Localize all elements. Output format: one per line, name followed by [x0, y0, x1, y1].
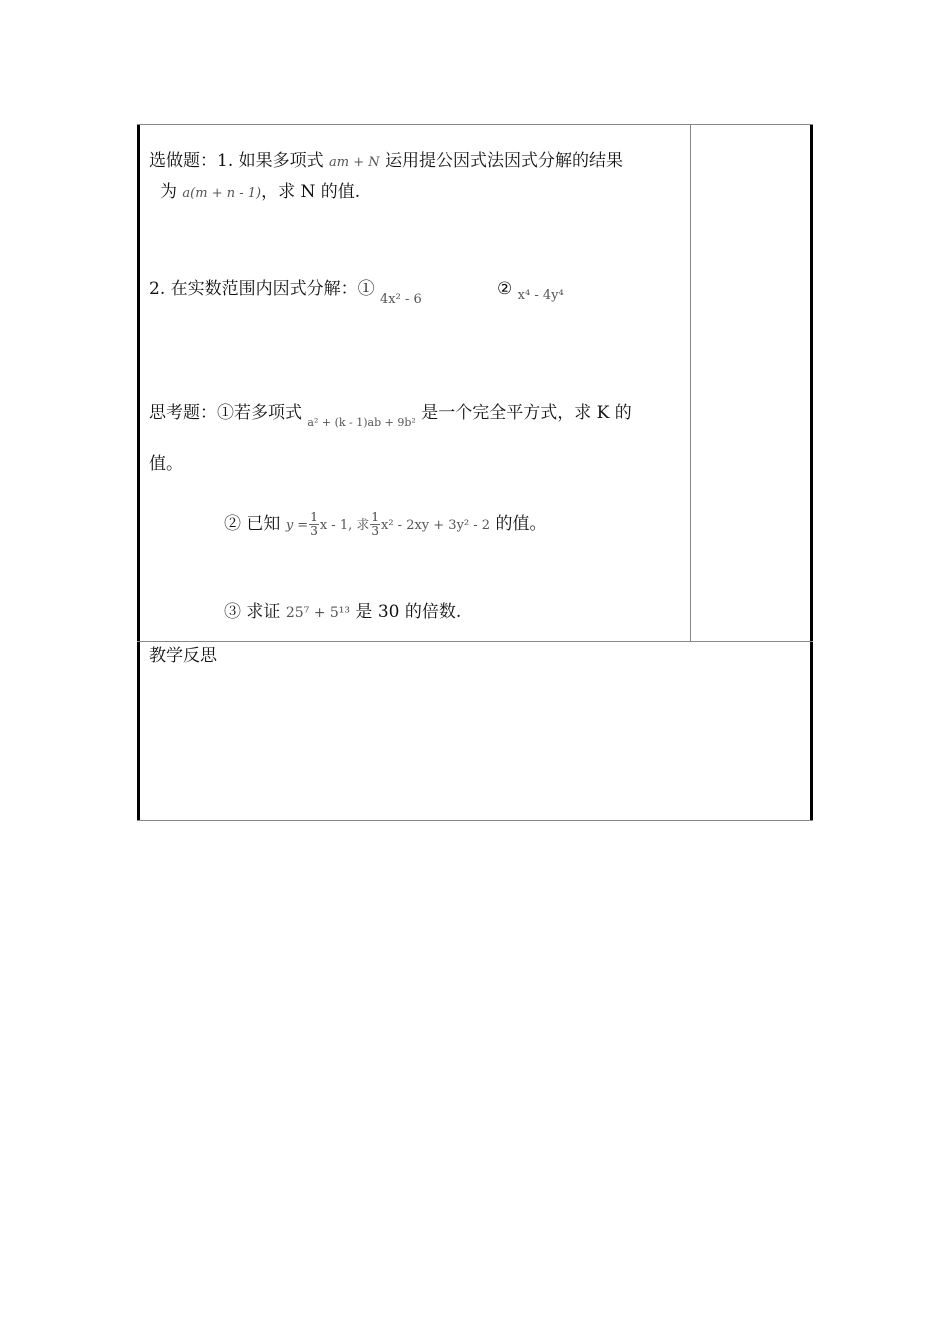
table-border-right [810, 124, 813, 821]
table-border-left [137, 124, 140, 821]
fraction-one-third-a [309, 511, 319, 538]
thinking-q1-text2: 值。 [149, 454, 183, 474]
thinking-label: 思考题：①若多项式 [149, 403, 302, 423]
thinking-q1-expr: a² + (k - 1)ab + 9b² [307, 416, 416, 429]
fraction-one-third-b [370, 511, 380, 538]
optional-q1-expr2: a(m + n - 1) [182, 186, 262, 201]
optional-q2-mark2: ② [497, 279, 513, 299]
thinking-q1-text1: 是一个完全平方式，求 K 的 [421, 403, 632, 423]
thinking-q2-label: ② 已知 [224, 514, 281, 534]
worksheet-table [137, 124, 813, 821]
optional-q1-line1 [149, 151, 623, 173]
thinking-q2-expr-a: y = [285, 518, 309, 533]
thinking-q1-line1 [149, 403, 632, 433]
optional-q2-expr2: x⁴ - 4y⁴ [517, 288, 564, 303]
thinking-q1-line2 [149, 454, 183, 474]
table-divider-vertical [690, 124, 691, 642]
thinking-q3-expr: 25⁷ + 5¹³ [285, 605, 351, 621]
thinking-q2-tail: 的值。 [495, 514, 547, 534]
thinking-q2-expr-c: x² - 2xy + 3y² - 2 [381, 518, 491, 533]
optional-q1-text2: 运用提公因式法因式分解的结果 [385, 151, 624, 171]
fraction-numerator: 1 [371, 510, 379, 524]
fraction-numerator: 1 [310, 510, 318, 524]
optional-q2-line [149, 279, 422, 310]
optional-q2-part2 [497, 279, 564, 306]
thinking-q2-expr-b: x - 1, 求 [319, 518, 370, 533]
thinking-q3-line [224, 602, 461, 623]
table-divider-horizontal [137, 641, 813, 642]
fraction-denominator: 3 [371, 524, 379, 538]
optional-q2-expr1: 4x² - 6 [380, 292, 422, 307]
table-border-top [137, 124, 813, 125]
optional-q1-line2 [160, 182, 360, 204]
thinking-q2-line [224, 511, 546, 538]
table-border-bottom [137, 820, 813, 821]
optional-q1-label: 选做题：1. 如果多项式 [149, 151, 324, 171]
optional-q1-text4: ，求 N 的值. [261, 182, 361, 202]
reflection-heading: 教学反思 [149, 646, 217, 666]
thinking-q3-tail: 是 30 的倍数. [355, 602, 462, 622]
optional-q1-text3: 为 [160, 182, 177, 202]
optional-q2-label: 2. 在实数范围内因式分解：① [149, 279, 375, 299]
fraction-denominator: 3 [310, 524, 318, 538]
optional-q1-expr1: am + N [329, 155, 380, 170]
thinking-q3-label: ③ 求证 [224, 602, 281, 622]
